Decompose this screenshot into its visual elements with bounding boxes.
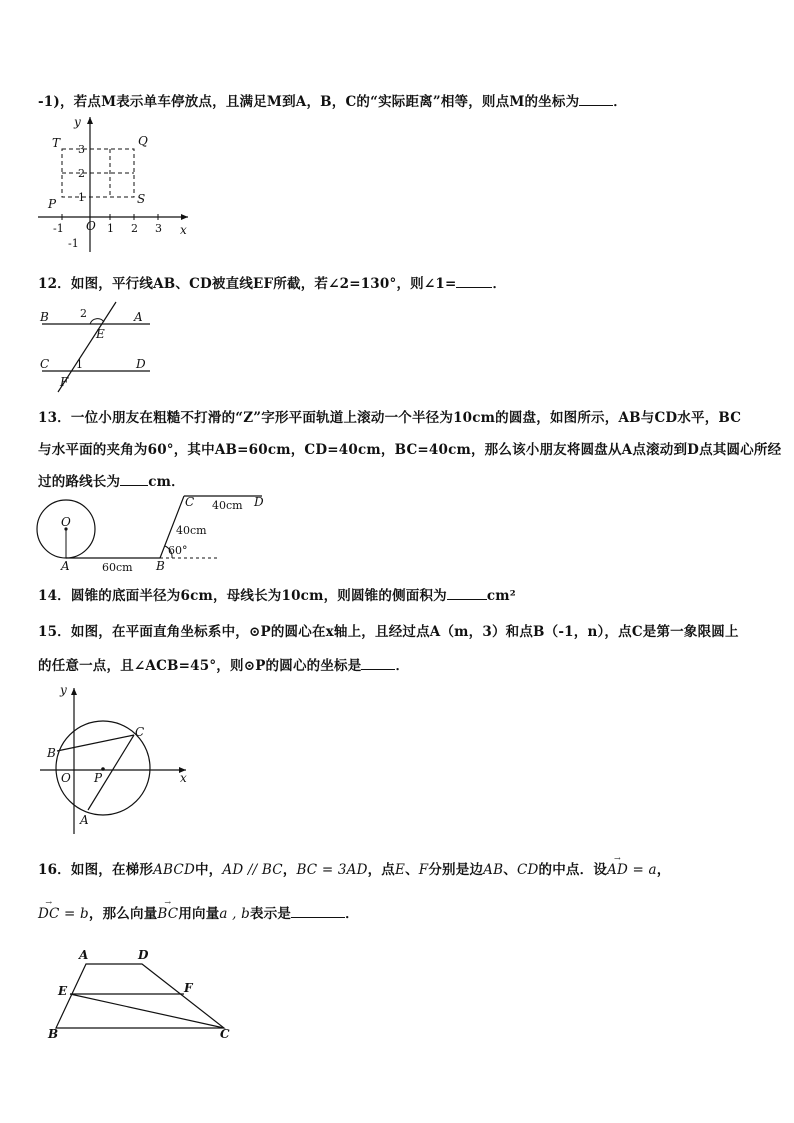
q13-stem: 过的路线长为 xyxy=(38,474,121,490)
q11-ytick: -1 xyxy=(68,237,79,250)
q13-label-D: D xyxy=(254,495,264,509)
q13-label-C: C xyxy=(185,495,195,509)
q11-label-T: T xyxy=(52,136,61,150)
q11-text xyxy=(38,90,627,110)
q16-text: 的中点．设 xyxy=(538,862,608,878)
q11-xtick: 1 xyxy=(107,222,114,235)
q12-figure xyxy=(38,298,158,394)
q11-ytick: 2 xyxy=(78,167,85,180)
q16-text: ，点 xyxy=(367,862,396,878)
q16-line1 xyxy=(38,854,671,878)
q13-line2: 与水平面的夹角为60°，其中AB=60cm，CD=40cm，BC=40cm，那么该小朋友将圆盘从A点滚动到D点其圆心所经 xyxy=(38,442,782,458)
q11-ytick: 3 xyxy=(78,143,85,156)
q16-text: ， xyxy=(656,862,671,878)
q12-angle-2: 2 xyxy=(80,307,87,320)
q13-label-O: O xyxy=(61,515,71,529)
q16-text: ， xyxy=(282,862,297,878)
q13-answer-blank[interactable] xyxy=(120,473,148,486)
q14-end: cm² xyxy=(486,588,516,604)
q16-point-f: F xyxy=(418,862,429,878)
q12-answer-blank[interactable] xyxy=(456,275,492,288)
q16-equals-a: = a xyxy=(628,862,657,878)
q13-line1: 13．一位小朋友在粗糙不打滑的“Z”字形平面轨道上滚动一个半径为10cm的圆盘，如图所示，AB与CD水平，BC xyxy=(38,410,742,426)
q15-answer-blank[interactable] xyxy=(361,657,395,670)
q13-length-ab: 60cm xyxy=(102,561,133,574)
q11-answer-blank[interactable] xyxy=(579,93,613,106)
q16-label-A: A xyxy=(79,948,89,962)
q16-figure xyxy=(44,946,244,1044)
q16-text: 中， xyxy=(194,862,223,878)
q16-vector-dc: → DC xyxy=(38,898,60,922)
q16-point-e: E xyxy=(395,862,406,878)
q16-text: 分别是边 xyxy=(428,862,484,878)
q12-label-C: C xyxy=(40,357,50,371)
q11-stem: -1)，若点M表示单车停放点，且满足M到A，B，C的“实际距离”相等，则点M的坐标为 xyxy=(38,94,580,110)
q16-label-D: D xyxy=(138,948,149,962)
q16-text: 表示是 xyxy=(250,906,292,922)
q12-label-F: F xyxy=(60,375,69,389)
q12-label-E: E xyxy=(96,327,105,341)
q12-label-B: B xyxy=(40,310,49,324)
q11-label-P: P xyxy=(48,197,57,211)
q12-end: ． xyxy=(492,276,507,292)
q11-end: ． xyxy=(613,94,627,110)
q16-text: 、 xyxy=(503,862,517,878)
q13-label-A: A xyxy=(61,559,70,573)
q11-xtick: 2 xyxy=(131,222,138,235)
q15-label-x: x xyxy=(180,771,187,785)
q16-end: ． xyxy=(345,906,359,922)
q11-figure xyxy=(38,112,198,254)
q16-answer-blank[interactable] xyxy=(291,905,345,918)
q16-line2 xyxy=(38,898,359,922)
q13-end: cm． xyxy=(148,474,185,490)
q11-label-Q: Q xyxy=(138,134,148,148)
q16-label-E: E xyxy=(58,984,68,998)
q15-label-C: C xyxy=(135,725,145,739)
q12-stem: 12．如图，平行线AB、CD被直线EF所截，若∠2=130°，则∠1= xyxy=(38,276,457,292)
q13-label-B: B xyxy=(156,559,165,573)
q12-label-A: A xyxy=(134,310,143,324)
q13-length-bc: 40cm xyxy=(176,524,207,537)
q16-condition-ratio: BC = 3AD xyxy=(296,862,368,878)
q16-label-F: F xyxy=(184,981,193,995)
q15-label-B: B xyxy=(47,746,56,760)
q15-line1: 15．如图，在平面直角坐标系中，⊙P的圆心在x轴上，且经过点A（m，3）和点B（-1，n），点C是第一象限圆上 xyxy=(38,624,739,640)
q15-stem: 的任意一点，且∠ACB=45°，则⊙P的圆心的坐标是 xyxy=(38,658,362,674)
q13-length-cd: 40cm xyxy=(212,499,243,512)
q14-stem: 14．圆锥的底面半径为6cm，母线长为10cm，则圆锥的侧面积为 xyxy=(38,588,447,604)
q16-vector-bc: → BC xyxy=(157,898,179,922)
q16-side-ab: AB xyxy=(483,862,504,878)
q14-text xyxy=(38,584,516,604)
q12-label-D: D xyxy=(136,357,146,371)
q15-label-y: y xyxy=(60,683,67,697)
q16-vector-ad: → AD xyxy=(607,854,628,878)
q15-label-A: A xyxy=(80,813,89,827)
q11-label-S: S xyxy=(137,192,146,206)
q11-xtick: 3 xyxy=(155,222,162,235)
q11-label-O: O xyxy=(86,219,96,233)
q13-angle: 60° xyxy=(168,544,188,557)
q16-side-cd: CD xyxy=(516,862,539,878)
q16-label-B: B xyxy=(48,1027,59,1041)
q11-ytick: 1 xyxy=(78,191,85,204)
q13-line3 xyxy=(38,470,185,490)
q16-vector-label: AD xyxy=(607,862,628,878)
q15-label-P: P xyxy=(94,771,103,785)
q11-label-y: y xyxy=(74,115,81,129)
q15-figure xyxy=(36,682,196,836)
q16-equals-b: = b xyxy=(59,906,89,922)
q16-condition-parallel: AD // BC xyxy=(222,862,283,878)
q16-label-C: C xyxy=(220,1027,230,1041)
q16-vectors-ab: a , b xyxy=(219,906,250,922)
q13-figure xyxy=(30,490,270,574)
q16-text: ，那么向量 xyxy=(88,906,158,922)
q11-label-x: x xyxy=(180,223,187,237)
q16-text: 、 xyxy=(405,862,419,878)
q16-trapezoid: ABCD xyxy=(153,862,195,878)
q16-text: 用向量 xyxy=(178,906,220,922)
q12-text xyxy=(38,272,506,292)
q16-text: 16．如图，在梯形 xyxy=(38,862,154,878)
q11-xtick: -1 xyxy=(53,222,64,235)
q14-answer-blank[interactable] xyxy=(447,587,487,600)
q15-end: ． xyxy=(395,658,410,674)
q12-angle-1: 1 xyxy=(76,358,83,371)
q15-line2 xyxy=(38,654,409,674)
q16-vector-label: BC xyxy=(157,906,179,922)
q16-vector-label: DC xyxy=(38,906,60,922)
q15-label-O: O xyxy=(61,771,71,785)
